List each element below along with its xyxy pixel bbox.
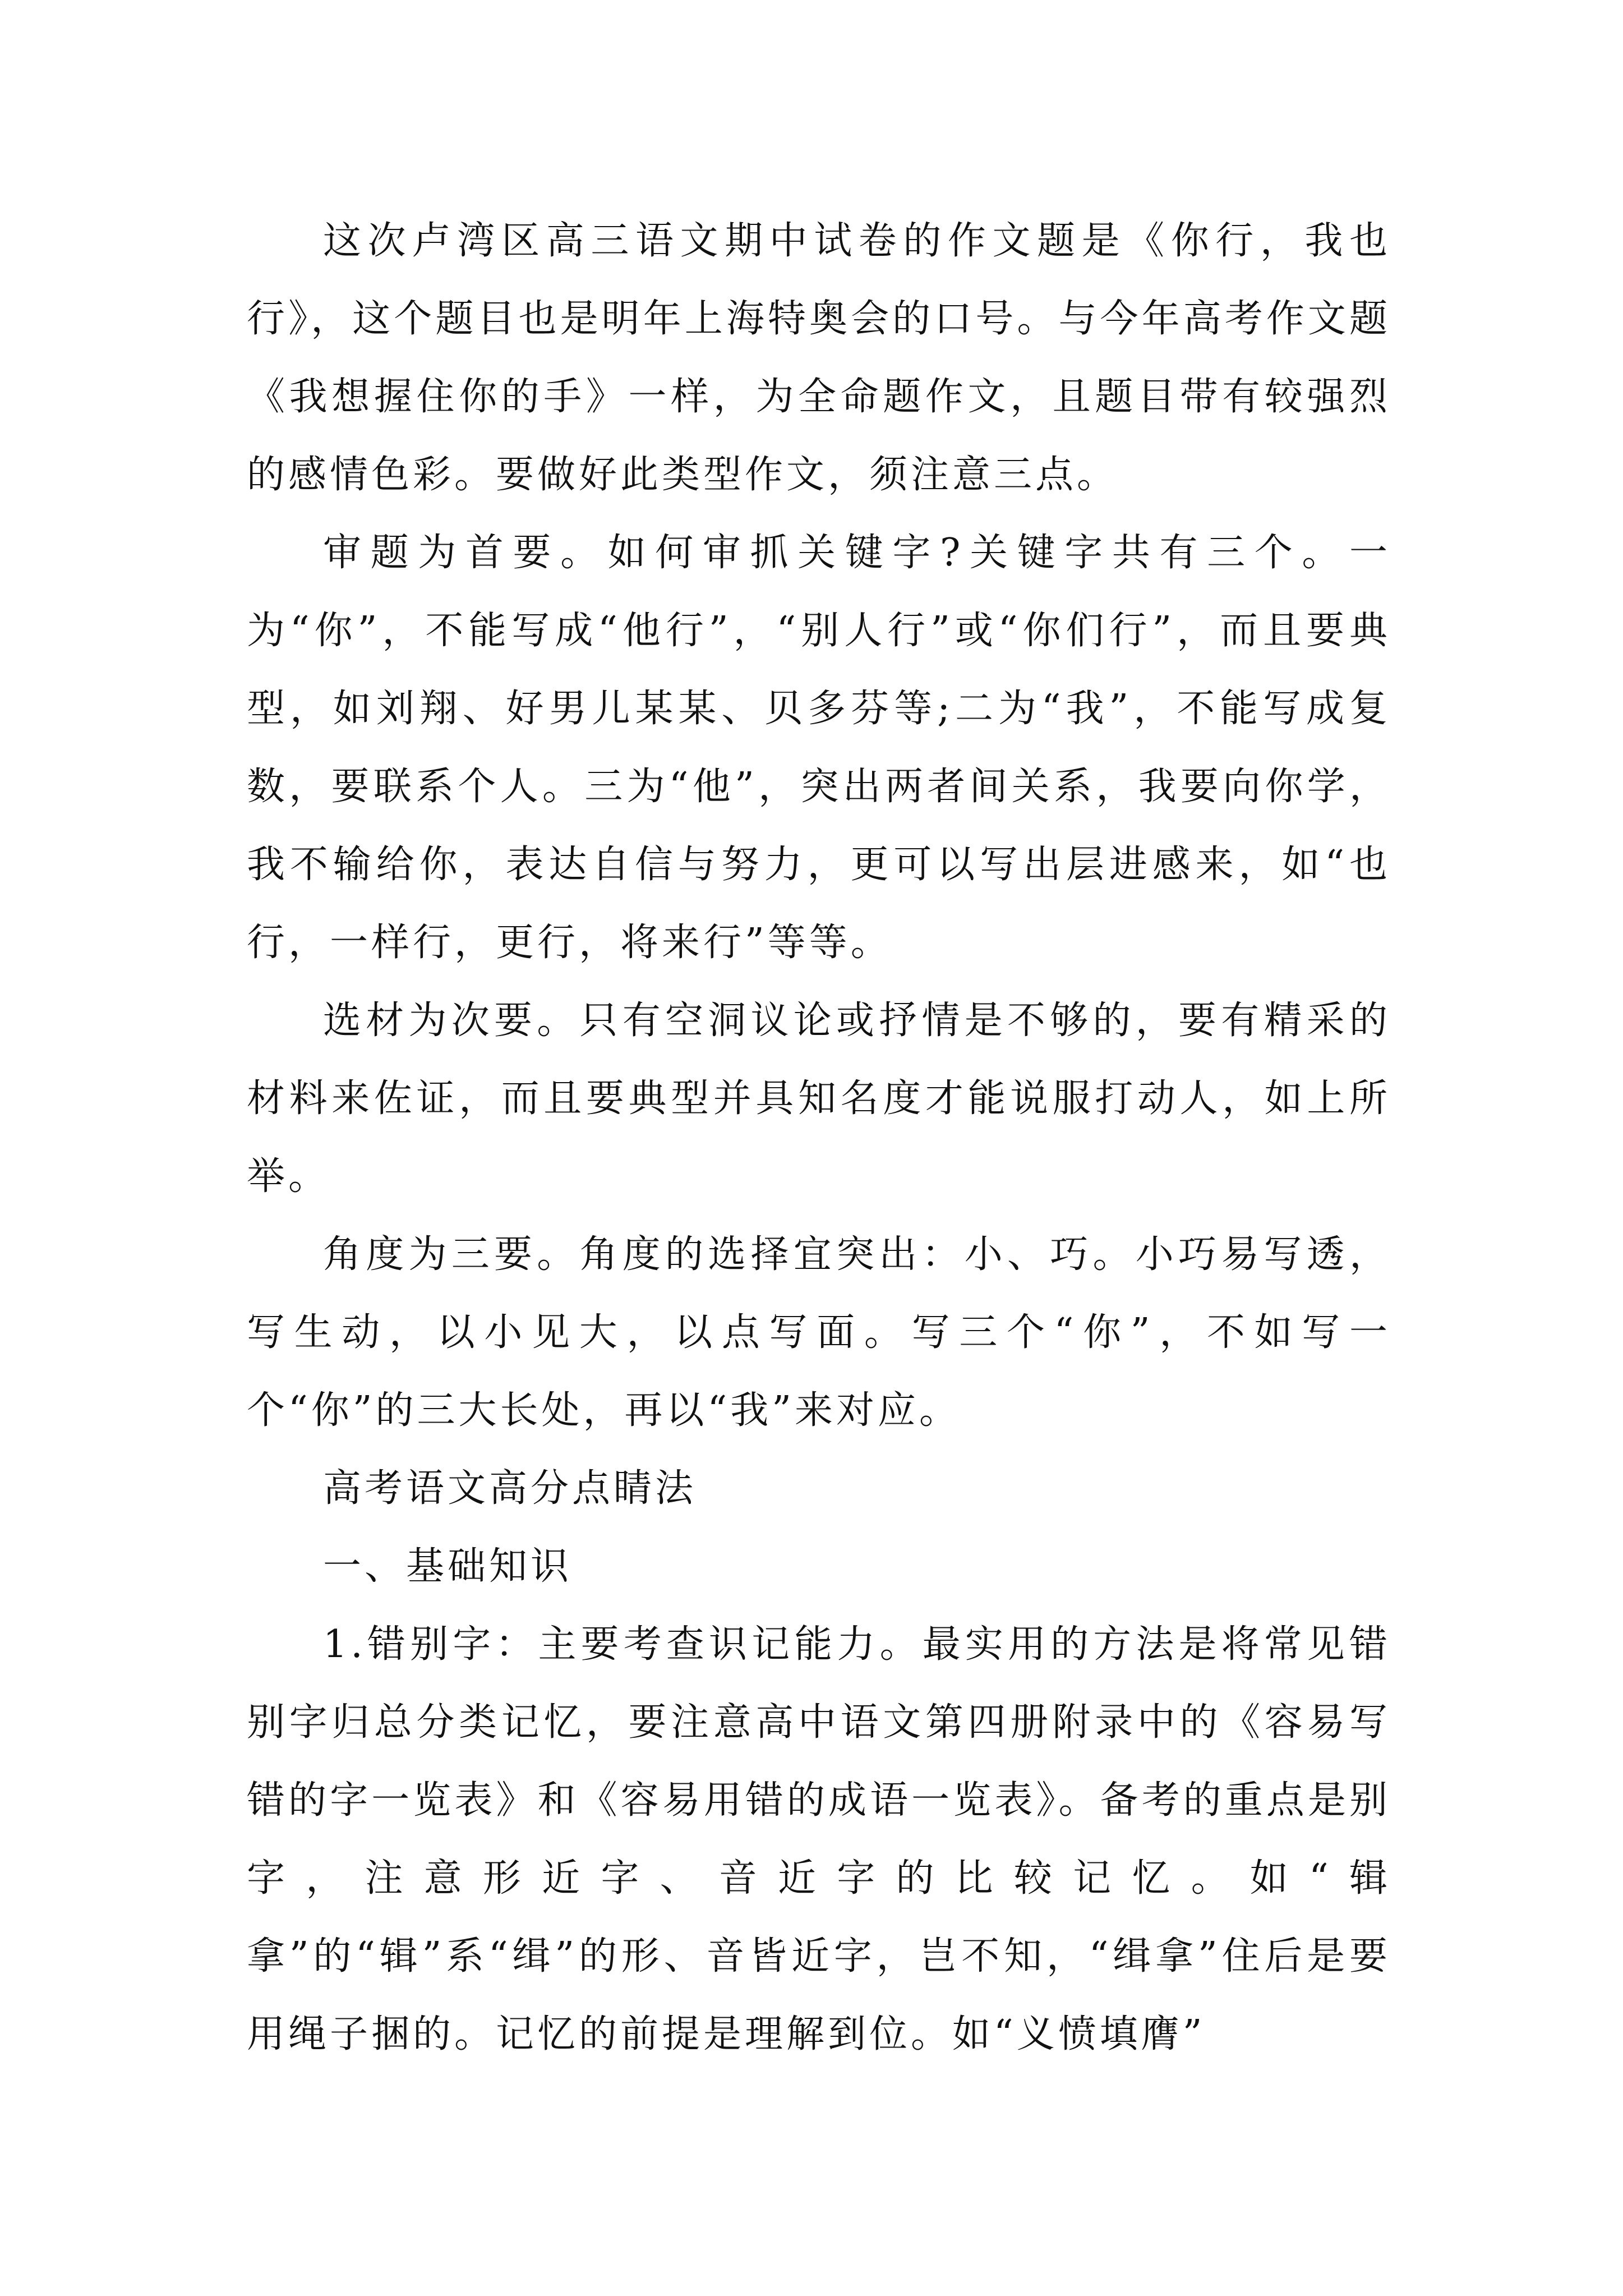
paragraph-xuancai: 选材为次要。只有空洞议论或抒情是不够的，要有精采的材料来佐证，而且要典型并具知名度才能说服打动人，如上所举。 [247, 999, 1391, 1199]
document-body [247, 202, 1391, 2073]
paragraph-jiaodu: 角度为三要。角度的选择宜突出：小、巧。小巧易写透，写生动，以小见大，以点写面。写三个“你”，不如写一个“你”的三大长处，再以“我”来对应。 [247, 1232, 1391, 1433]
paragraph-shenti: 审题为首要。如何审抓关键字?关键字共有三个。一为“你”，不能写成“他行”，“别人行”或“你们行”，而且要典型，如刘翔、好男儿某某、贝多芬等;二为“我”，不能写成复数，要联系个人。三为“他”，突出两者间关系，我要向你学，我不输给你，表达自信与努力，更可以写出层进感来，如“也行，一样行，更行，将来行”等等。 [247, 531, 1391, 965]
paragraph-intro: 这次卢湾区高三语文期中试卷的作文题是《你行，我也行》，这个题目也是明年上海特奥会的口号。与今年高考作文题《我想握住你的手》一样，为全命题作文，且题目带有较强烈的感情色彩。要做好此类型作文，须注意三点。 [247, 219, 1391, 497]
section-title: 高考语文高分点睛法 [323, 1466, 697, 1511]
paragraph-item-1: 1.错别字：主要考查识记能力。最实用的方法是将常见错别字归总分类记忆，要注意高中语文第四册附录中的《容易写错的字一览表》和《容易用错的成语一览表》。备考的重点是别字，注意形近字、音近字的比较记忆。如“辑拿”的“辑”系“缉”的形、音皆近字，岂不知，“缉拿”住后是要用绳子捆的。记忆的前提是理解到位。如“义愤填膺” [247, 1622, 1391, 2056]
subsection-title: 一、基础知识 [323, 1544, 573, 1589]
